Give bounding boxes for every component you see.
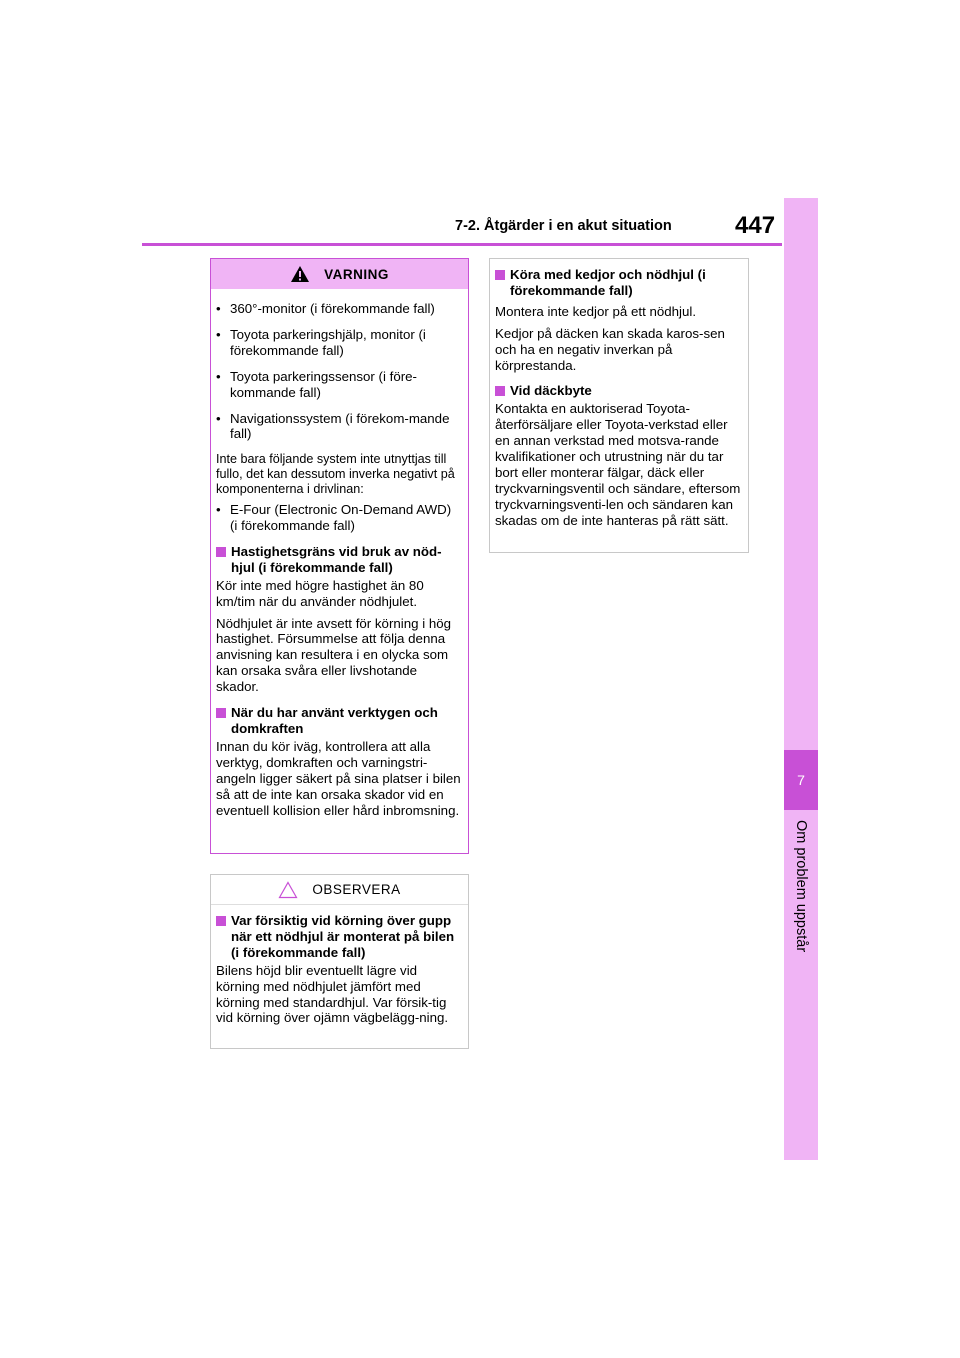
warning-title: VARNING	[324, 266, 389, 282]
speed-limit-heading: Hastighetsgräns vid bruk av nöd-hjul (i förekommande fall)	[216, 544, 462, 576]
tire-change-heading: Vid däckbyte	[495, 383, 742, 399]
square-bullet-icon	[495, 386, 505, 396]
list-item: • Navigationssystem (i förekom-mande fall)	[216, 410, 450, 442]
square-bullet-icon	[216, 547, 226, 557]
paragraph: Bilens höjd blir eventuellt lägre vid körning med nödhjulet jämfört med körning med standardhjul. Var försik-tig vid körning över ojämn vägbelägg-ning.	[216, 962, 449, 1026]
paragraph: Innan du kör iväg, kontrollera att alla verktyg, domkraften och varningstri-angeln ligger säkert på sina platser i bilen så att de inte kan orsaka skador vid en eventuell kollision eller hård inbromsning.	[216, 738, 461, 818]
drivetrain-note: Inte bara följande system inte utnyttjas till fullo, det kan dessutom inverka negativt på komponenterna i drivlinan:	[216, 452, 455, 496]
chapter-title: Om problem uppstår	[793, 820, 809, 953]
notice-box	[210, 874, 469, 1049]
chapter-side-tab	[784, 198, 818, 1160]
notice-header	[211, 875, 468, 905]
list-item: • E-Four (Electronic On-Demand AWD) (i förekommande fall)	[216, 502, 452, 534]
paragraph: Kör inte med högre hastighet än 80 km/tim när du använder nödhjulet.	[216, 577, 424, 609]
square-bullet-icon	[216, 708, 226, 718]
paragraph: Nödhjulet är inte avsett för körning i hög hastighet. Försummelse att följa denna anvisning kan resultera i en olycka som kan orsaka svåra eller livshotande skador.	[216, 615, 452, 695]
list-item: • 360°-monitor (i förekommande fall)	[216, 301, 435, 316]
list-item: • Toyota parkeringssensor (i före-kommande fall)	[216, 368, 417, 400]
warning-triangle-icon	[290, 265, 310, 283]
paragraph: Montera inte kedjor på ett nödhjul.	[495, 303, 697, 319]
paragraph: Kedjor på däcken kan skada karos-sen och ha en negativ inverkan på körprestanda.	[495, 325, 725, 373]
warning-box	[210, 258, 469, 854]
warning-continued-box	[489, 258, 749, 553]
chapter-number: 7	[784, 750, 818, 810]
square-bullet-icon	[216, 916, 226, 926]
warning-header	[211, 259, 468, 289]
page-number: 447	[735, 212, 776, 239]
tools-heading: När du har använt verktygen och domkraften	[216, 705, 462, 737]
list-item: • Toyota parkeringshjälp, monitor (i förekommande fall)	[216, 326, 426, 358]
section-title: 7-2. Åtgärder i en akut situation	[455, 218, 672, 234]
header-divider	[142, 243, 782, 246]
notice-heading: Var försiktig vid körning över gupp när ett nödhjul är monterat på bilen (i förekommande fall)	[216, 913, 462, 961]
chains-heading: Köra med kedjor och nödhjul (i förekommande fall)	[495, 267, 742, 299]
caution-triangle-icon	[278, 881, 298, 899]
square-bullet-icon	[495, 270, 505, 280]
notice-title: OBSERVERA	[312, 882, 401, 897]
paragraph: Kontakta en auktoriserad Toyota-återförsäljare eller Toyota-verkstad eller en annan verkstad med motsva-rande kvalifikationer och utrustning när du tar bort eller monterar fälgar, däck eller tryckvarningsventil och sändare, eftersom tryckvarningsventi-len och sändaren kan skadas om de inte hanteras på rätt sätt.	[495, 401, 741, 528]
